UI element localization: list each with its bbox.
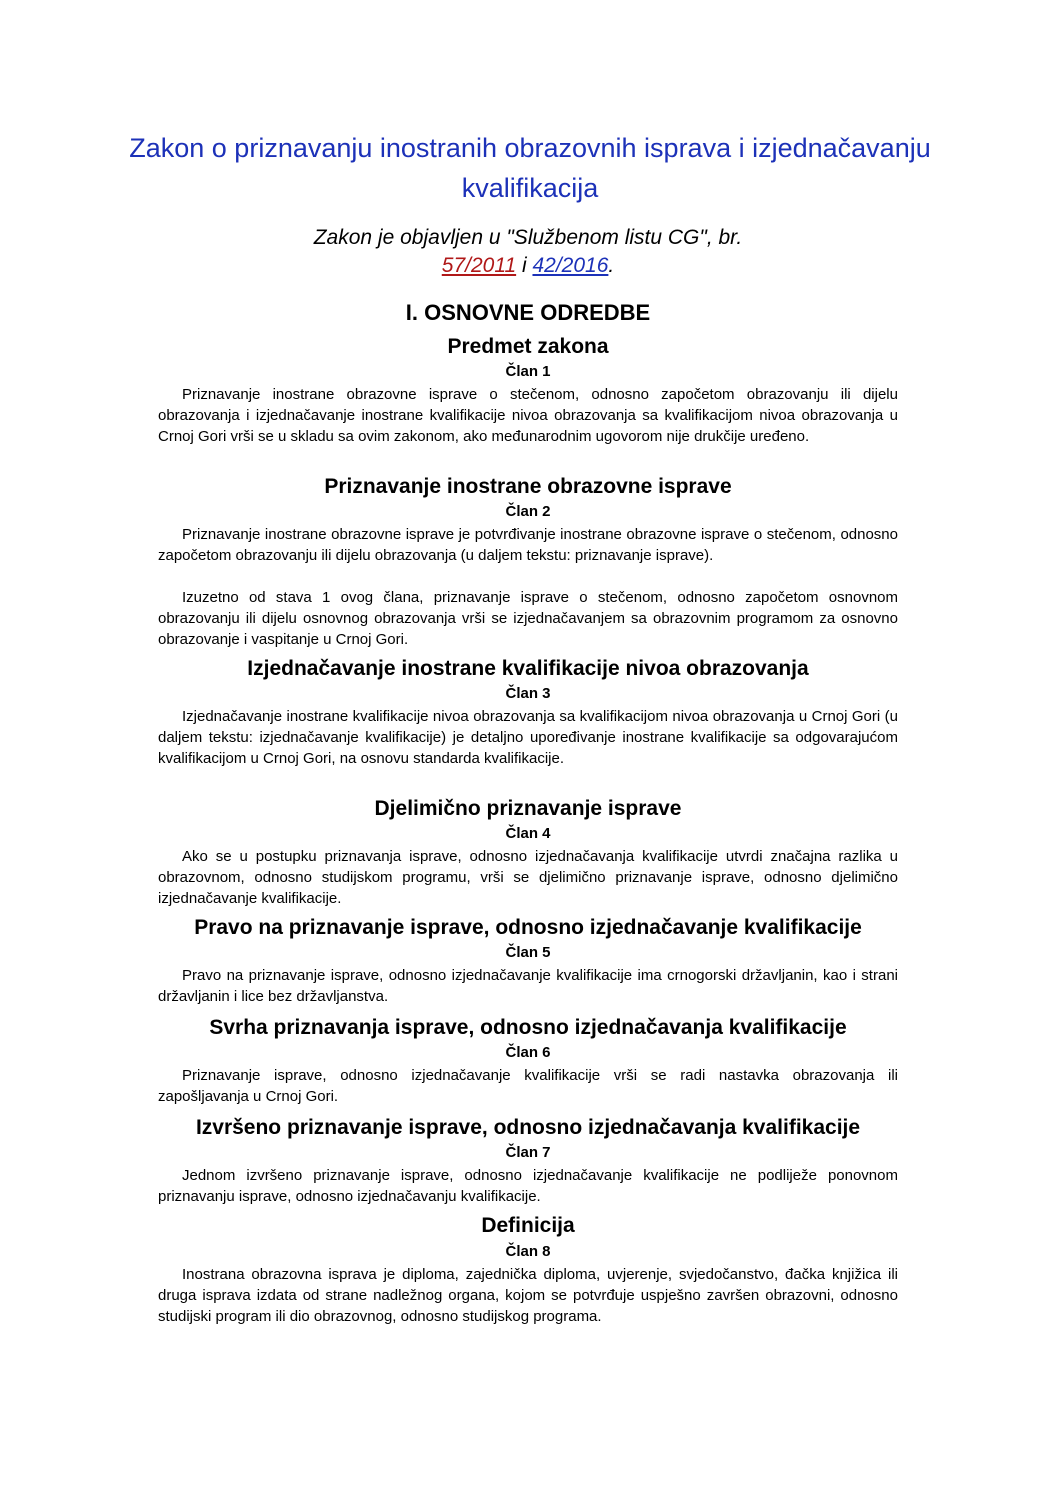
section-heading: Djelimično priznavanje isprave <box>374 797 682 820</box>
article-number: Član 4 <box>505 825 551 842</box>
section-heading: Izjednačavanje inostrane kvalifikacije nivoa obrazovanja <box>247 657 809 680</box>
article-number: Član 7 <box>505 1144 551 1161</box>
gazette-link-2016[interactable]: 42/2016 <box>532 254 609 277</box>
section-heading: Definicija <box>481 1214 575 1237</box>
article-number: Član 1 <box>505 363 551 380</box>
publication-note <box>158 224 898 280</box>
section-heading: Svrha priznavanja isprave, odnosno izjednačavanja kvalifikacije <box>209 1016 847 1039</box>
publication-between: i <box>516 254 533 277</box>
article-paragraph: Izjednačavanje inostrane kvalifikacije nivoa obrazovanja sa kvalifikacijom nivoa obrazovanja u Crnoj Gori (u daljem tekstu: izjednačavanje kvalifikacije) je detaljno upoređivanje inostrane kvalifikacije sa odgovarajućom kvalifikacijom u Crnoj Gori, na osnovu standarda kvalifikacije. <box>158 708 898 767</box>
gazette-link-2011[interactable]: 57/2011 <box>441 254 517 277</box>
article-paragraph: Ako se u postupku priznavanja isprave, odnosno izjednačavanja kvalifikacije utvrdi značajna razlika u obrazovnom, odnosno studijskom programu, vrši se djelimično priznavanje isprave, odnosno djelimično izjednačavanje kvalifikacije. <box>158 848 898 907</box>
publication-prefix: Zakon je objavljen u "Službenom listu CG", br. <box>313 226 743 249</box>
article-number: Član 3 <box>505 685 551 702</box>
article-paragraph: Izuzetno od stava 1 ovog člana, priznavanje isprave o stečenom, odnosno započetom osnovnom obrazovanju ili dijelu osnovnog obrazovanja vrši se izjednačavanjem sa obrazovnim programom za osnovno obrazovanje i vaspitanje u Crnoj Gori. <box>158 589 898 648</box>
article-number: Član 6 <box>505 1044 551 1061</box>
article-number: Član 2 <box>505 503 551 520</box>
article-paragraph: Priznavanje inostrane obrazovne isprave je potvrđivanje inostrane obrazovne isprave o stečenom, odnosno započetom obrazovanju ili dijelu obrazovanja (u daljem tekstu: priznavanje isprave). <box>158 526 898 564</box>
section-heading: Priznavanje inostrane obrazovne isprave <box>324 475 732 498</box>
article-paragraph: Priznavanje inostrane obrazovne isprave o stečenom, odnosno započetom obrazovanju ili dijelu obrazovanja i izjednačavanje inostrane kvalifikacije nivoa obrazovanja sa kvalifikacijom nivoa obrazovanja u Crnoj Gori vrši se u skladu sa ovim zakonom, ako međunarodnim ugovorom nije drukčije uređeno. <box>158 386 898 445</box>
article-paragraph: Pravo na priznavanje isprave, odnosno izjednačavanje kvalifikacije ima crnogorski državljanin, kao i strani državljanin i lice bez državljanstva. <box>158 967 898 1005</box>
article-paragraph: Inostrana obrazovna isprava je diploma, zajednička diploma, uvjerenje, svjedočanstvo, đačka knjižica ili druga isprava izdata od strane nadležnog organa, kojom se potvrđuje uspješno završen obrazovni, odnosno studijski program ili dio obrazovnog, odnosno studijskog programa. <box>158 1266 898 1325</box>
article-number: Član 5 <box>505 944 551 961</box>
publication-suffix: . <box>608 254 615 277</box>
section-heading: Pravo na priznavanje isprave, odnosno izjednačavanje kvalifikacije <box>194 916 862 939</box>
section-heading: Izvršeno priznavanje isprave, odnosno izjednačavanja kvalifikacije <box>195 1116 861 1139</box>
part-heading: I. OSNOVNE ODREDBE <box>405 300 651 325</box>
article-paragraph: Jednom izvršeno priznavanje isprave, odnosno izjednačavanje kvalifikacije ne podliježe ponovnom priznavanju isprave, odnosno izjednačavanju kvalifikacije. <box>158 1167 898 1205</box>
article-paragraph: Priznavanje isprave, odnosno izjednačavanje kvalifikacije vrši se radi nastavka obrazovanja ili zapošljavanja u Crnoj Gori. <box>158 1067 898 1105</box>
article-number: Član 8 <box>505 1243 551 1260</box>
law-title: Zakon o priznavanju inostranih obrazovnih isprava i izjednačavanju kvalifikacija <box>129 133 931 203</box>
section-heading: Predmet zakona <box>447 335 609 358</box>
